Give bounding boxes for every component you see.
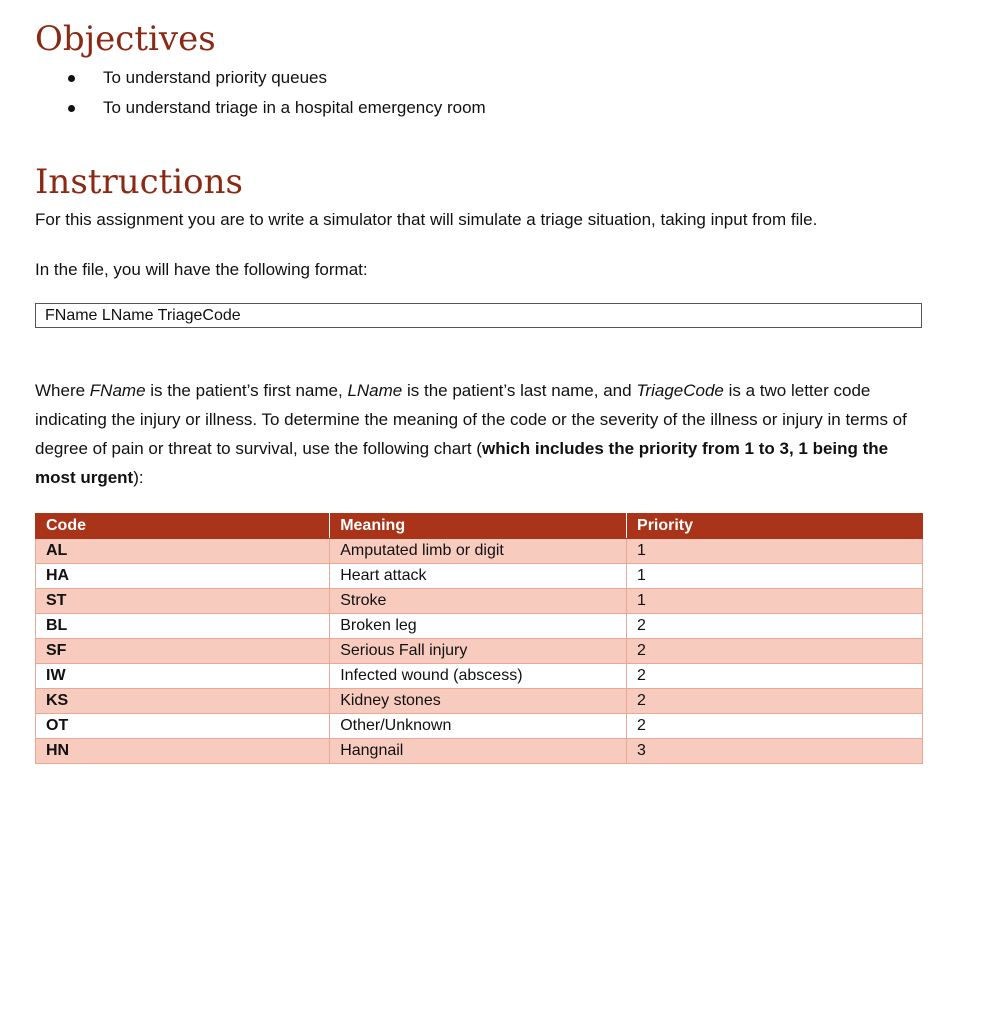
column-header-meaning: Meaning (330, 514, 627, 539)
priority-cell: 2 (627, 664, 923, 689)
code-cell: KS (36, 689, 330, 714)
list-item (66, 64, 486, 94)
table-row (36, 689, 923, 714)
priority-note: which includes the priority from 1 to 3, 1 being the most urgent (35, 439, 889, 487)
table-row (36, 739, 923, 764)
table-row (36, 539, 923, 564)
intro-paragraph: For this assignment you are to write a simulator that will simulate a triage situation, taking input from file. (35, 210, 818, 229)
code-cell: OT (36, 714, 330, 739)
priority-cell: 2 (627, 614, 923, 639)
list-item (66, 94, 486, 124)
table-row (36, 589, 923, 614)
meaning-cell: Serious Fall injury (330, 639, 627, 664)
meaning-cell: Kidney stones (330, 689, 627, 714)
bullet-icon (68, 75, 75, 82)
table-row (36, 664, 923, 689)
priority-cell: 1 (627, 564, 923, 589)
priority-cell: 2 (627, 714, 923, 739)
code-cell: HN (36, 739, 330, 764)
meaning-cell: Other/Unknown (330, 714, 627, 739)
code-cell: BL (36, 614, 330, 639)
code-cell: HA (36, 564, 330, 589)
meaning-cell: Hangnail (330, 739, 627, 764)
priority-cell: 1 (627, 589, 923, 614)
file-format-box: FName LName TriageCode (35, 303, 922, 328)
triage-code-table (35, 513, 923, 764)
priority-cell: 3 (627, 739, 923, 764)
objective-text: To understand triage in a hospital emergency room (103, 98, 486, 117)
where-text: Where (35, 381, 90, 400)
code-cell: AL (36, 539, 330, 564)
table-row (36, 564, 923, 589)
meaning-cell: Stroke (330, 589, 627, 614)
objective-text: To understand priority queues (103, 68, 327, 87)
priority-cell: 1 (627, 539, 923, 564)
table-row (36, 614, 923, 639)
meaning-cell: Broken leg (330, 614, 627, 639)
instructions-heading: Instructions (35, 162, 243, 202)
where-paragraph (35, 376, 915, 492)
where-text: is a two letter code indicating the injury or illness. To determine the meaning of the code or the severity of the illness or injury in terms of degree of pain or threat to survival, use the following chart ( (35, 381, 907, 458)
where-text: ): (133, 468, 144, 487)
format-intro-paragraph: In the file, you will have the following format: (35, 260, 368, 279)
meaning-cell: Infected wound (abscess) (330, 664, 627, 689)
table-row (36, 639, 923, 664)
meaning-cell: Amputated limb or digit (330, 539, 627, 564)
code-cell: SF (36, 639, 330, 664)
code-cell: ST (36, 589, 330, 614)
code-cell: IW (36, 664, 330, 689)
meaning-cell: Heart attack (330, 564, 627, 589)
column-header-priority: Priority (627, 514, 923, 539)
where-text: is the patient’s last name, and (402, 381, 637, 400)
bullet-icon (68, 105, 75, 112)
column-header-code: Code (36, 514, 330, 539)
objectives-heading: Objectives (35, 19, 216, 59)
table-header-row (36, 514, 923, 539)
priority-cell: 2 (627, 639, 923, 664)
triagecode-term: TriageCode (636, 381, 724, 400)
objectives-list (66, 64, 486, 124)
priority-cell: 2 (627, 689, 923, 714)
table-row (36, 714, 923, 739)
fname-term: FName (89, 381, 146, 400)
lname-term: LName (347, 381, 403, 400)
where-text: is the patient’s first name, (145, 381, 348, 400)
